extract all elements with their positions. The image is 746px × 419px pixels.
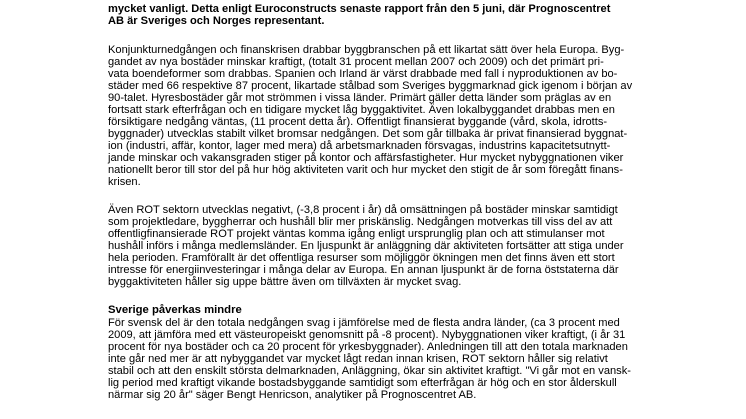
paragraph-line: Även ROT sektorn utvecklas negativt, (-3,8 procent i år) då omsättningen på bostäder minskar samtidigt <box>108 204 618 216</box>
paragraph-line: vata boendeformer som drabbas. Spanien och Irland är värst drabbade med fall i nyproduktionen av bo- <box>108 68 618 80</box>
paragraph-line: byggnader) utvecklas stabilt vilket bromsar nedgången. Det som går tillbaka är privat finansierad byggnat- <box>108 128 628 140</box>
paragraph-line: hushåll införs i många medlemsländer. En ljuspunkt är anläggning där aktiviteten fortsätter att stiga under <box>108 240 624 252</box>
paragraph-line: närmar sig 20 år" säger Bengt Henricson, analytiker på Prognoscentret AB. <box>108 389 477 401</box>
paragraph-line: lig period med kraftigt vikande bostadsbyggande samtidigt som efterfrågan är hög och en stor ålderskull <box>108 377 617 389</box>
paragraph-line: intresse för energiinvesteringar i många delar av Europa. En annan ljuspunkt är de forna öststaterna där <box>108 264 619 276</box>
paragraph-line: ion (industri, affär, kontor, lager med mera) då arbetsmarknaden försvagas, industrins kapacitetsutnytt- <box>108 140 611 152</box>
paragraph-line: gandet av nya bostäder minskar kraftigt, (totalt 31 procent mellan 2007 och 2009) och det primärt pri- <box>108 56 604 68</box>
paragraph-line: procent för nya bostäder och ca 20 procent för yrkesbyggnader). Anledningen till att den totala marknaden <box>108 341 628 353</box>
intro-line: mycket vanligt. Detta enligt Euroconstructs senaste rapport från den 5 juni, där Prognoscentret <box>108 3 611 15</box>
paragraph-line: försiktigare nedgång väntas, (11 procent detta år). Offentligt finansierat byggande (vård, skola, idrotts- <box>108 116 608 128</box>
paragraph-line: 2009, att jämföra med ett västeuropeiskt genomsnitt på -8 procent). Nybyggnationen viker kraftigt, (i år 31 <box>108 329 626 341</box>
paragraph-line: nationellt beror till stor del på hur hög aktiviteten varit och hur mycket den stigit de år som föregått finans- <box>108 164 623 176</box>
paragraph-line: som projektledare, byggherrar och hushåll blir mer priskänslig. Nedgången motverkas till viss del av att <box>108 216 613 228</box>
paragraph-line: jande minskar och vakansgraden stiger på kontor och affärsfastigheter. Hur mycket nybyggnationen viker <box>108 152 624 164</box>
paragraph-line: stabil och att den enskilt största delmarknaden, Anläggning, ökar sin aktivitet kraftigt. "Vi går mot en vansk- <box>108 365 631 377</box>
paragraph-line: För svensk del är den totala nedgången svag i jämförelse med de flesta andra länder, (ca 3 procent med <box>108 317 620 329</box>
paragraph-line: Konjunkturnedgången och finanskrisen drabbar byggbranschen på ett likartat sätt över hela Europa. Byg- <box>108 44 625 56</box>
paragraph-line: offentligfinansierade ROT projekt väntas komma igång enligt ursprunglig plan och att stimulanser mot <box>108 228 605 240</box>
paragraph-line: fortsatt stark efterfrågan och en tidigare mycket låg byggaktivitet. Även lokalbyggandet drabbas men en <box>108 104 615 116</box>
paragraph-line: städer med 66 respektive 87 procent, likartade stålbad som Sveriges byggmarknad gick igenom i början av <box>108 80 633 92</box>
paragraph-line: inte går ned mer är att nybyggandet var mycket lågt redan innan krisen, ROT sektorn håller sig relativt <box>108 353 608 365</box>
paragraph-line: hela perioden. Framförallt är det offentliga resurser som möjliggör ökningen men det finns även ett stort <box>108 252 615 264</box>
intro-line: AB är Sveriges och Norges representant. <box>108 15 325 27</box>
paragraph-line: byggaktiviteten håller sig uppe bättre även om tillväxten är mycket svag. <box>108 276 462 288</box>
paragraph-line: 90-talet. Hyresbostäder går mot strömmen i vissa länder. Primärt gäller detta länder som präglas av en <box>108 92 612 104</box>
section-heading: Sverige påverkas mindre <box>108 304 242 316</box>
paragraph-line: krisen. <box>108 176 141 188</box>
